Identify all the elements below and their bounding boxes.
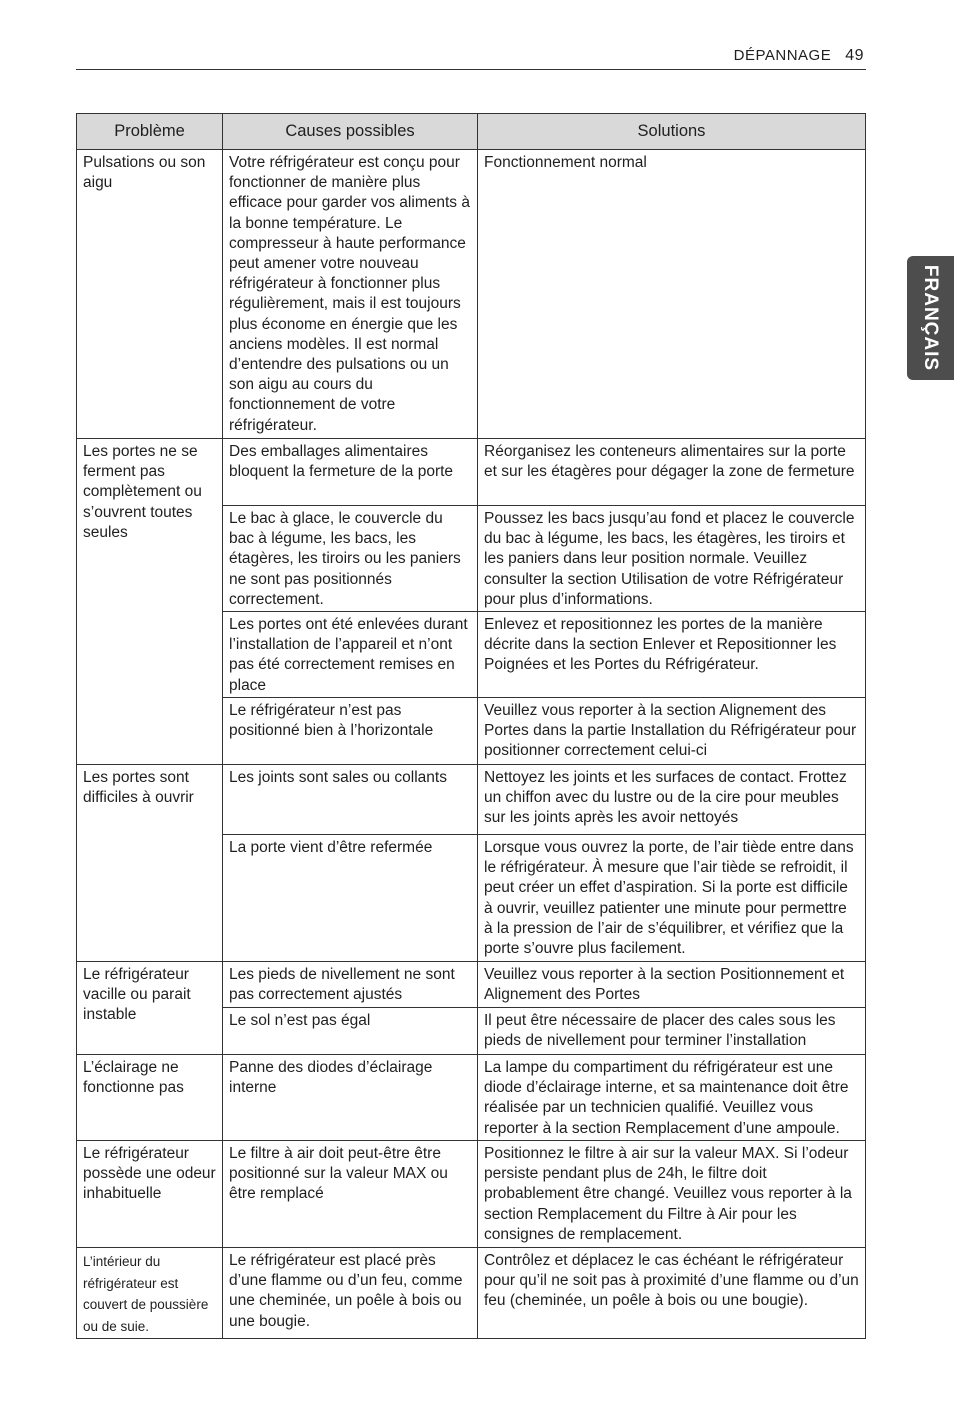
problem-cell: L’éclairage ne fonctionne pas: [77, 1055, 223, 1141]
cause-cell: Panne des diodes d’éclairage interne: [223, 1055, 478, 1141]
solution-cell: Veuillez vous reporter à la section Alignement des Portes dans la partie Installation du Réfrigérateur pour positionner correctement celui-ci: [478, 698, 866, 765]
table-row: [77, 1055, 866, 1141]
solution-cell: Nettoyez les joints et les surfaces de contact. Frottez un chiffon avec du lustre ou de la cire pour meubles sur les joints après les avoir nettoyés: [478, 765, 866, 835]
solution-cell: Positionnez le filtre à air sur la valeur MAX. Si l’odeur persiste pendant plus de 24h, le filtre doit probablement être changé. Veuillez vous reporter à la section Remplacement du Filtre à Air pour les consignes de remplacement.: [478, 1141, 866, 1248]
problem-cell: Les portes sont difficiles à ouvrir: [77, 765, 223, 962]
problem-cell: Les portes ne se ferment pas complètement ou s’ouvrent toutes seules: [77, 439, 223, 765]
table-header-row: [77, 114, 866, 150]
header-causes: Causes possibles: [223, 114, 478, 150]
cause-cell: Le réfrigérateur n’est pas positionné bien à l’horizontale: [223, 698, 478, 765]
solution-cell: La lampe du compartiment du réfrigérateur est une diode d’éclairage interne, et sa maintenance doit être réalisée par un technicien qualifié. Veuillez vous reporter à la section Remplacement d’une ampoule.: [478, 1055, 866, 1141]
table-row: [77, 962, 866, 1008]
table-row: [77, 150, 866, 439]
table-row: [77, 1248, 866, 1339]
solution-cell: Réorganisez les conteneurs alimentaires sur la porte et sur les étagères pour dégager la zone de fermeture: [478, 439, 866, 506]
language-tab: [907, 256, 954, 380]
problem-cell: Le réfrigérateur possède une odeur inhabituelle: [77, 1141, 223, 1248]
cause-cell: Le filtre à air doit peut-être être positionné sur la valeur MAX ou être remplacé: [223, 1141, 478, 1248]
solution-cell: Enlevez et repositionnez les portes de la manière décrite dans la section Enlever et Repositionner les Poignées et les Portes du Réfrigérateur.: [478, 612, 866, 698]
cause-cell: Les pieds de nivellement ne sont pas correctement ajustés: [223, 962, 478, 1008]
page-header: [76, 47, 866, 70]
troubleshooting-table: [76, 113, 866, 1339]
solution-cell: Poussez les bacs jusqu’au fond et placez le couvercle du bac à légume, les bacs, les étagères, les tiroirs et les paniers dans leur position normale. Veuillez consulter la section Utilisation de votre Réfrigérateur pour plus d’informations.: [478, 506, 866, 612]
cause-cell: La porte vient d’être refermée: [223, 835, 478, 962]
section-title: DÉPANNAGE: [733, 47, 832, 64]
problem-cell: Le réfrigérateur vacille ou parait instable: [77, 962, 223, 1055]
page-number: 49: [845, 47, 864, 64]
table-row: [77, 439, 866, 506]
table-row: [77, 765, 866, 835]
language-tab-label: FRANÇAIS: [920, 264, 942, 372]
cause-cell: Des emballages alimentaires bloquent la fermeture de la porte: [223, 439, 478, 506]
cause-cell: Les joints sont sales ou collants: [223, 765, 478, 835]
cause-cell: Les portes ont été enlevées durant l’installation de l’appareil et n’ont pas été correctement remises en place: [223, 612, 478, 698]
header-solutions: Solutions: [478, 114, 866, 150]
solution-cell: Fonctionnement normal: [478, 150, 866, 439]
table-row: [77, 1141, 866, 1248]
header-problem: Problème: [77, 114, 223, 150]
problem-cell: Pulsations ou son aigu: [77, 150, 223, 439]
cause-cell: Le sol n’est pas égal: [223, 1008, 478, 1055]
solution-cell: Veuillez vous reporter à la section Positionnement et Alignement des Portes: [478, 962, 866, 1008]
solution-cell: Il peut être nécessaire de placer des cales sous les pieds de nivellement pour terminer l’installation: [478, 1008, 866, 1055]
cause-cell: Le bac à glace, le couvercle du bac à légume, les bacs, les étagères, les tiroirs ou les paniers ne sont pas positionnés correctement.: [223, 506, 478, 612]
cause-cell: Votre réfrigérateur est conçu pour fonctionner de manière plus efficace pour garder vos aliments à la bonne température. Le compresseur à haute performance peut amener votre nouveau réfrigérateur à fonctionner plus régulièrement, mais il est toujours plus économe en énergie que les anciens modèles. Il est normal d’entendre des pulsations ou un son aigu au cours du fonctionnement de votre réfrigérateur.: [223, 150, 478, 439]
cause-cell: Le réfrigérateur est placé près d’une flamme ou d’un feu, comme une cheminée, un poêle à bois ou une bougie.: [223, 1248, 478, 1339]
solution-cell: Lorsque vous ouvrez la porte, de l’air tiède entre dans le réfrigérateur. À mesure que l’air tiède se refroidit, il peut créer un effet d’aspiration. Si la porte est difficile à ouvrir, veuillez patienter une minute pour permettre à la pression de l’air de s’équilibrer, et vérifiez que la porte s’ouvre plus facilement.: [478, 835, 866, 962]
problem-cell: L’intérieur du réfrigérateur est couvert de poussière ou de suie.: [77, 1248, 223, 1339]
solution-cell: Contrôlez et déplacez le cas échéant le réfrigérateur pour qu’il ne soit pas à proximité d’une flamme ou d’un feu (cheminée, un poêle à bois ou une bougie).: [478, 1248, 866, 1339]
